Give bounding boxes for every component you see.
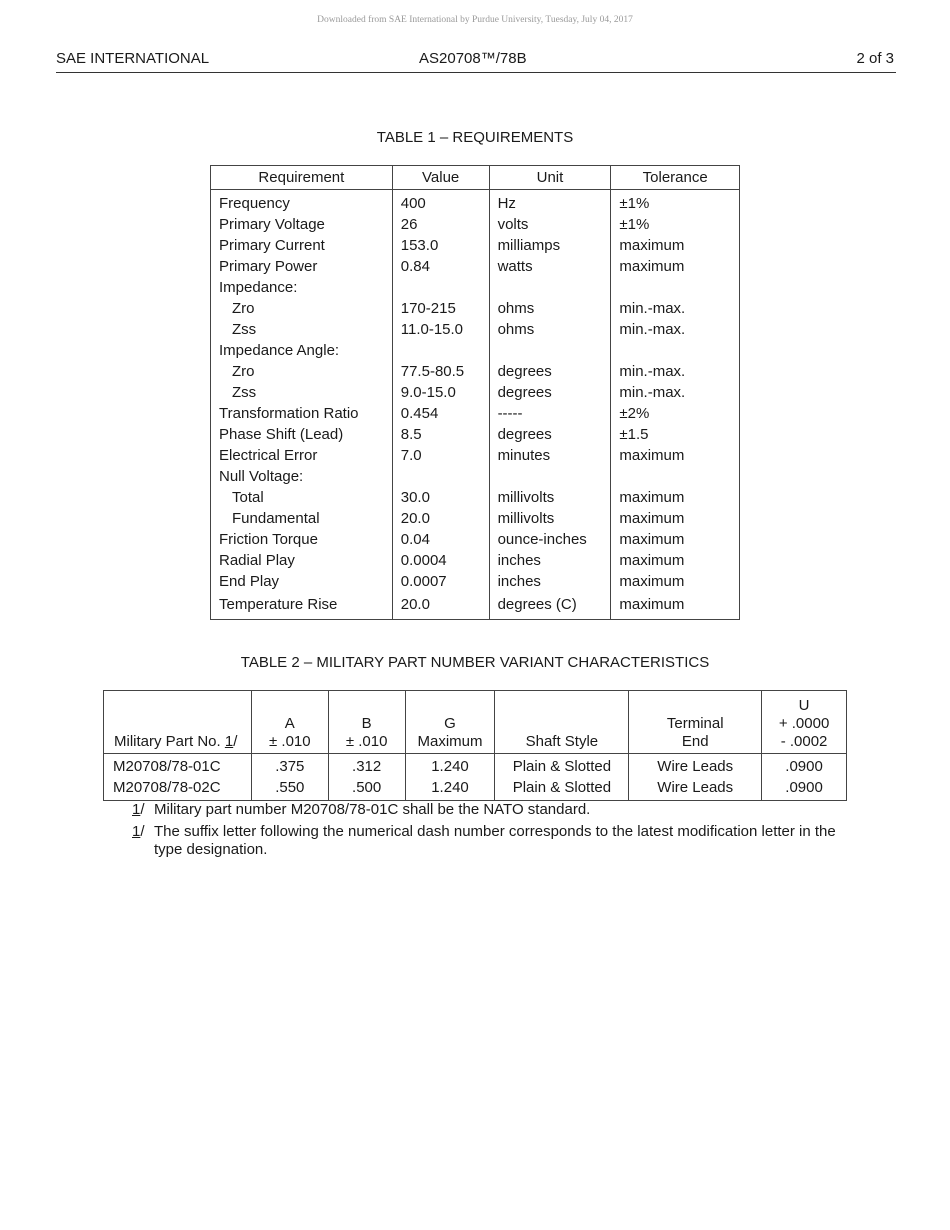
- table-row: [104, 777, 847, 801]
- header-line: Maximum: [417, 733, 483, 750]
- table2-title: TABLE 2 – MILITARY PART NUMBER VARIANT CHARACTERISTICS: [240, 654, 710, 671]
- value-cell: [392, 466, 489, 487]
- footnote-mark: 1/: [132, 823, 145, 840]
- unit-cell: -----: [489, 403, 611, 424]
- requirement-cell: Fundamental: [211, 508, 393, 529]
- table-row: [211, 508, 740, 529]
- unit-cell: minutes: [489, 445, 611, 466]
- tolerance-cell: ±1.5: [611, 424, 740, 445]
- table-row: [211, 487, 740, 508]
- tolerance-cell: min.-max.: [611, 382, 740, 403]
- footnote: [132, 801, 852, 819]
- requirement-cell: Zss: [211, 319, 393, 340]
- table1-title: TABLE 1 – REQUIREMENTS: [376, 129, 574, 146]
- requirement-cell: Zss: [211, 382, 393, 403]
- header-line: ± .010: [345, 733, 388, 750]
- requirement-cell: Radial Play: [211, 550, 393, 571]
- requirement-cell: Transformation Ratio: [211, 403, 393, 424]
- tolerance-cell: maximum: [611, 550, 740, 571]
- unit-cell: millivolts: [489, 508, 611, 529]
- column-header: Value: [392, 166, 489, 190]
- tolerance-cell: min.-max.: [611, 298, 740, 319]
- requirement-cell: Frequency: [211, 190, 393, 215]
- value-cell: 0.04: [392, 529, 489, 550]
- requirement-cell: Electrical Error: [211, 445, 393, 466]
- table2-body: [104, 754, 847, 801]
- table-cell: .0900: [762, 777, 847, 801]
- table-row: [211, 550, 740, 571]
- column-header: [328, 691, 405, 754]
- value-cell: 7.0: [392, 445, 489, 466]
- table-cell: 1.240: [405, 754, 495, 778]
- unit-cell: milliamps: [489, 235, 611, 256]
- org-name: SAE INTERNATIONAL: [56, 50, 210, 67]
- column-header: Unit: [489, 166, 611, 190]
- header-line: A: [284, 715, 295, 732]
- tolerance-cell: [611, 277, 740, 298]
- tolerance-cell: maximum: [611, 256, 740, 277]
- value-cell: 20.0: [392, 592, 489, 620]
- header-line: G: [444, 715, 456, 732]
- column-header: [251, 691, 328, 754]
- header-line: Terminal: [666, 715, 724, 732]
- value-cell: 153.0: [392, 235, 489, 256]
- document-number: AS20708™/78B: [419, 50, 527, 67]
- tolerance-cell: ±1%: [611, 214, 740, 235]
- tolerance-cell: maximum: [611, 487, 740, 508]
- requirement-cell: Primary Voltage: [211, 214, 393, 235]
- unit-cell: ounce-inches: [489, 529, 611, 550]
- value-cell: 8.5: [392, 424, 489, 445]
- tolerance-cell: [611, 340, 740, 361]
- unit-cell: Hz: [489, 190, 611, 215]
- page-header: [56, 49, 896, 73]
- unit-cell: volts: [489, 214, 611, 235]
- table-cell: .375: [251, 754, 328, 778]
- tolerance-cell: maximum: [611, 529, 740, 550]
- unit-cell: inches: [489, 550, 611, 571]
- table1-header-row: [211, 166, 740, 190]
- table-row: [211, 340, 740, 361]
- footnote-mark: 1/: [132, 801, 145, 818]
- unit-cell: [489, 340, 611, 361]
- header-line: ± .010: [269, 733, 311, 750]
- table-row: [211, 403, 740, 424]
- header-line: + .0000: [778, 715, 830, 732]
- requirement-cell: Temperature Rise: [211, 592, 393, 620]
- value-cell: 11.0-15.0: [392, 319, 489, 340]
- unit-cell: degrees: [489, 361, 611, 382]
- tolerance-cell: maximum: [611, 445, 740, 466]
- table-row: [211, 361, 740, 382]
- table-cell: M20708/78-02C: [104, 777, 252, 801]
- table-cell: .550: [251, 777, 328, 801]
- header-line: U: [798, 697, 810, 714]
- footnote: [132, 823, 852, 859]
- value-cell: 9.0-15.0: [392, 382, 489, 403]
- footnote-text: The suffix letter following the numerical dash number corresponds to the latest modification letter in the type designation.: [154, 823, 836, 858]
- table-cell: .0900: [762, 754, 847, 778]
- value-cell: 0.0004: [392, 550, 489, 571]
- unit-cell: watts: [489, 256, 611, 277]
- table-row: [211, 571, 740, 592]
- requirement-cell: Phase Shift (Lead): [211, 424, 393, 445]
- table-cell: .500: [328, 777, 405, 801]
- requirement-cell: Primary Power: [211, 256, 393, 277]
- table2-header-row: [104, 691, 847, 754]
- value-cell: [392, 340, 489, 361]
- requirement-cell: Total: [211, 487, 393, 508]
- value-cell: 0.84: [392, 256, 489, 277]
- requirement-cell: Null Voltage:: [211, 466, 393, 487]
- value-cell: 77.5-80.5: [392, 361, 489, 382]
- column-header: [104, 691, 252, 754]
- value-cell: 0.454: [392, 403, 489, 424]
- tolerance-cell: min.-max.: [611, 361, 740, 382]
- table-cell: Wire Leads: [629, 754, 762, 778]
- table-row: [211, 319, 740, 340]
- tolerance-cell: maximum: [611, 508, 740, 529]
- table-row: [211, 235, 740, 256]
- column-header: Tolerance: [611, 166, 740, 190]
- table-row: [211, 466, 740, 487]
- header-line: - .0002: [780, 733, 828, 750]
- requirements-table: [210, 165, 740, 620]
- table-row: [211, 445, 740, 466]
- value-cell: [392, 277, 489, 298]
- value-cell: 20.0: [392, 508, 489, 529]
- requirement-cell: Friction Torque: [211, 529, 393, 550]
- requirement-cell: End Play: [211, 571, 393, 592]
- tolerance-cell: maximum: [611, 592, 740, 620]
- table-cell: .312: [328, 754, 405, 778]
- tolerance-cell: ±1%: [611, 190, 740, 215]
- download-watermark: Downloaded from SAE International by Purdue University, Tuesday, July 04, 2017: [317, 15, 633, 25]
- unit-cell: degrees: [489, 382, 611, 403]
- table-cell: 1.240: [405, 777, 495, 801]
- header-line: Shaft Style: [525, 733, 599, 750]
- tolerance-cell: min.-max.: [611, 319, 740, 340]
- tolerance-cell: maximum: [611, 235, 740, 256]
- table-row: [211, 382, 740, 403]
- value-cell: 400: [392, 190, 489, 215]
- requirement-cell: Impedance:: [211, 277, 393, 298]
- column-header: Requirement: [211, 166, 393, 190]
- value-cell: 26: [392, 214, 489, 235]
- header-line: B: [361, 715, 372, 732]
- tolerance-cell: ±2%: [611, 403, 740, 424]
- table-cell: M20708/78-01C: [104, 754, 252, 778]
- unit-cell: [489, 466, 611, 487]
- table-row: [211, 277, 740, 298]
- unit-cell: ohms: [489, 298, 611, 319]
- table-cell: Wire Leads: [629, 777, 762, 801]
- part-number-table: [103, 690, 847, 801]
- value-cell: 30.0: [392, 487, 489, 508]
- column-header: [629, 691, 762, 754]
- tolerance-cell: maximum: [611, 571, 740, 592]
- requirement-cell: Impedance Angle:: [211, 340, 393, 361]
- unit-cell: ohms: [489, 319, 611, 340]
- header-line: Military Part No. 1/: [114, 733, 238, 750]
- table-row: [211, 256, 740, 277]
- value-cell: 170-215: [392, 298, 489, 319]
- unit-cell: degrees (C): [489, 592, 611, 620]
- table1-body: [211, 190, 740, 620]
- unit-cell: degrees: [489, 424, 611, 445]
- column-header: [762, 691, 847, 754]
- table-row: [211, 298, 740, 319]
- table-row: [211, 592, 740, 620]
- column-header: [405, 691, 495, 754]
- header-line: End: [681, 733, 709, 750]
- unit-cell: millivolts: [489, 487, 611, 508]
- value-cell: 0.0007: [392, 571, 489, 592]
- unit-cell: inches: [489, 571, 611, 592]
- page-number: 2 of 3: [856, 50, 894, 67]
- table-row: [211, 424, 740, 445]
- table-row: [211, 190, 740, 215]
- table-cell: Plain & Slotted: [495, 777, 629, 801]
- table-row: [211, 529, 740, 550]
- requirement-cell: Zro: [211, 361, 393, 382]
- footnotes: [132, 801, 852, 863]
- table-row: [211, 214, 740, 235]
- tolerance-cell: [611, 466, 740, 487]
- table-cell: Plain & Slotted: [495, 754, 629, 778]
- column-header: [495, 691, 629, 754]
- requirement-cell: Zro: [211, 298, 393, 319]
- table-row: [104, 754, 847, 778]
- footnote-text: Military part number M20708/78-01C shall be the NATO standard.: [154, 801, 591, 818]
- requirement-cell: Primary Current: [211, 235, 393, 256]
- unit-cell: [489, 277, 611, 298]
